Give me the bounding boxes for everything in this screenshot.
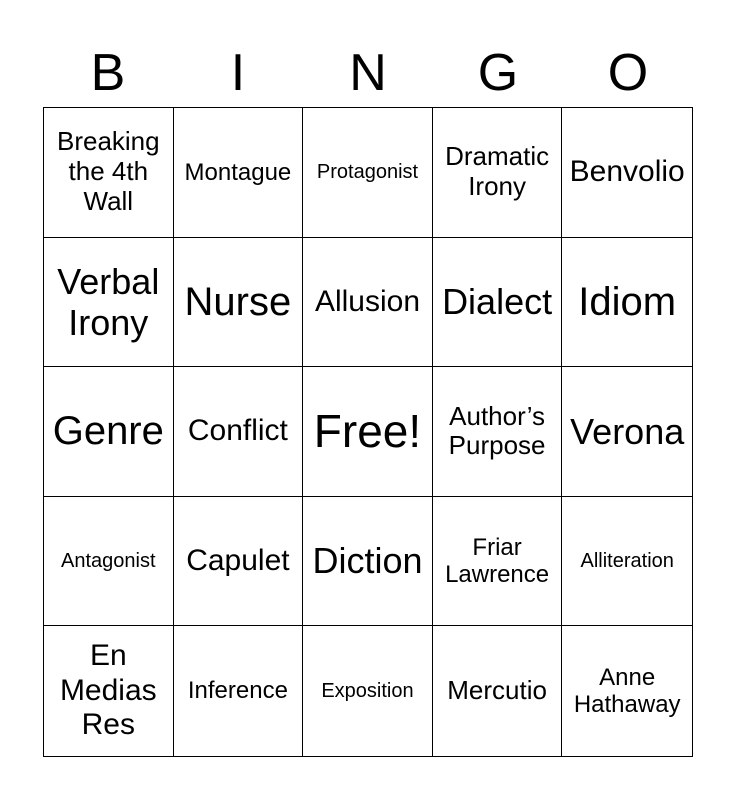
bingo-cell[interactable] <box>562 626 692 756</box>
free-space-cell[interactable] <box>303 367 433 497</box>
bingo-header <box>43 40 693 106</box>
bingo-cell[interactable] <box>44 367 174 497</box>
cell-label: Genre <box>52 409 164 454</box>
cell-label: Breaking the 4th Wall <box>56 126 160 217</box>
cell-label: Capulet <box>186 543 290 577</box>
bingo-cell[interactable] <box>433 108 563 238</box>
bingo-cell[interactable] <box>562 367 692 497</box>
bingo-cell[interactable] <box>562 108 692 238</box>
cell-label: Mercutio <box>447 675 547 706</box>
cell-label: Friar Lawrence <box>445 533 550 589</box>
cell-label: Anne Hathaway <box>573 663 681 719</box>
cell-label: Verbal Irony <box>57 260 160 343</box>
bingo-cell[interactable] <box>174 238 304 368</box>
bingo-cell[interactable] <box>303 238 433 368</box>
cell-label: En Medias Res <box>59 639 157 742</box>
bingo-cell[interactable] <box>44 238 174 368</box>
header-letter-g: G <box>477 44 519 102</box>
cell-label: Nurse <box>184 279 292 324</box>
cell-label: Verona <box>570 410 685 452</box>
cell-label: Idiom <box>578 279 677 324</box>
header-letter-b: B <box>90 44 126 102</box>
cell-label: Allusion <box>314 284 421 318</box>
bingo-cell[interactable] <box>433 367 563 497</box>
bingo-cell[interactable] <box>174 626 304 756</box>
cell-label: Inference <box>187 677 288 705</box>
bingo-cell[interactable] <box>174 108 304 238</box>
cell-label: Montague <box>184 158 292 186</box>
cell-label: Author’s Purpose <box>448 400 546 461</box>
header-letter-n: N <box>349 44 387 102</box>
bingo-cell[interactable] <box>562 497 692 627</box>
bingo-board <box>43 107 693 757</box>
cell-label: Exposition <box>321 679 414 702</box>
cell-label: Alliteration <box>580 549 674 572</box>
cell-label: Antagonist <box>61 549 156 572</box>
bingo-cell[interactable] <box>303 108 433 238</box>
cell-label: Dialect <box>442 281 553 323</box>
bingo-cell[interactable] <box>303 626 433 756</box>
bingo-cell[interactable] <box>303 497 433 627</box>
bingo-cell[interactable] <box>44 108 174 238</box>
header-letter-o: O <box>607 44 649 102</box>
cell-label: Diction <box>312 540 423 582</box>
bingo-cell[interactable] <box>44 626 174 756</box>
bingo-cell[interactable] <box>433 497 563 627</box>
cell-label: Free! <box>313 405 422 458</box>
bingo-cell[interactable] <box>433 626 563 756</box>
cell-label: Dramatic Irony <box>445 141 550 202</box>
bingo-cell[interactable] <box>174 367 304 497</box>
bingo-cell[interactable] <box>174 497 304 627</box>
header-letter-i: I <box>230 44 246 102</box>
bingo-cell[interactable] <box>44 497 174 627</box>
cell-label: Benvolio <box>569 155 685 189</box>
bingo-cell[interactable] <box>562 238 692 368</box>
cell-label: Conflict <box>187 414 288 448</box>
cell-label: Protagonist <box>316 160 419 183</box>
bingo-cell[interactable] <box>433 238 563 368</box>
